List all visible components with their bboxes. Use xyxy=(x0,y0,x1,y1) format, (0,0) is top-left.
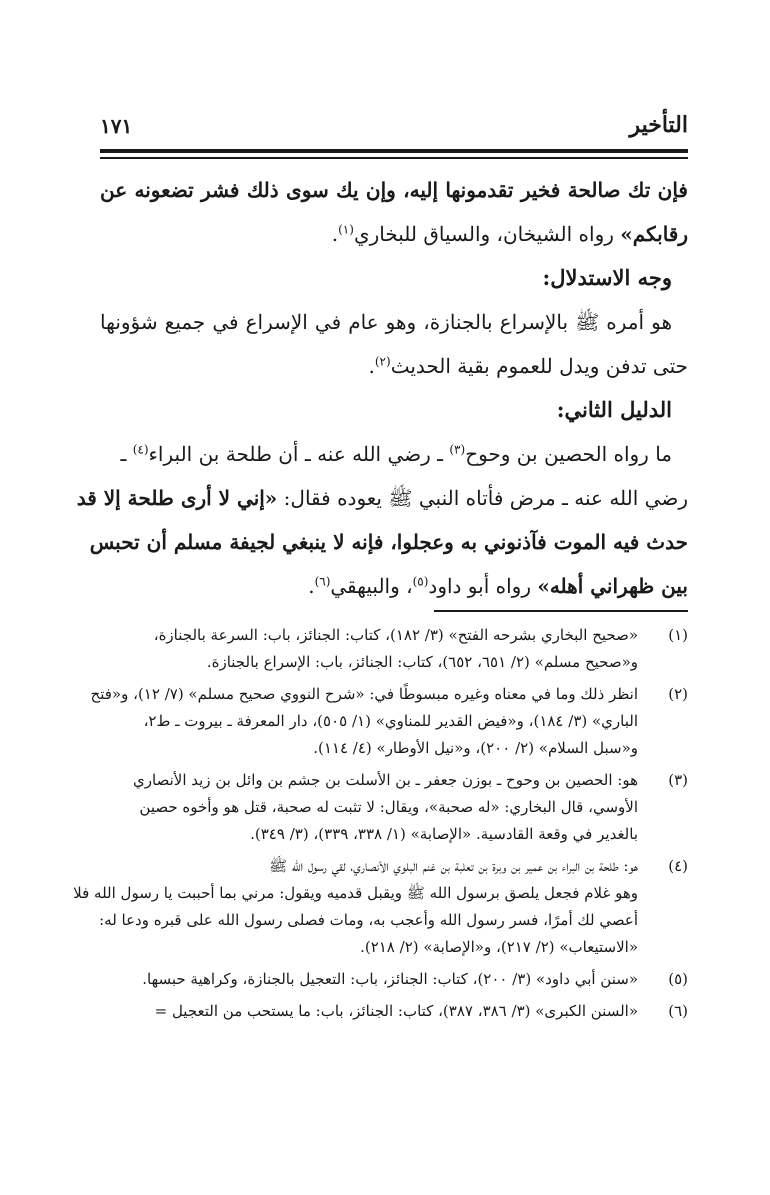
footnote-ref-1: (١) xyxy=(338,222,354,237)
evidence2-line-1 xyxy=(100,432,688,476)
footnote-ref-3: (٣) xyxy=(449,442,466,457)
evidence2-line-4-mid: ، والبيهقي xyxy=(330,574,413,598)
evidence2-text-b: ـ رضي الله عنه ـ أن طلحة بن البراء xyxy=(148,442,450,466)
footnote-1 xyxy=(100,622,688,676)
evidence2-line-3: حدث فيه الموت فآذنوني به وعجلوا، فإنه لا ينبغي لجيفة مسلم أن تحبس xyxy=(89,530,688,554)
footnote-line: الأوسي، قال البخاري: «له صحبة»، ويقال: لا تثبت له صحبة، قتل هو وأخوه حصين xyxy=(139,798,638,816)
footnote-line: «السنن الكبرى» (٣/ ٣٨٦، ٣٨٧)، كتاب: الجنائز، باب: ما يستحب من التعجيل = xyxy=(154,1002,638,1020)
footnote-line: انظر ذلك وما في معناه وغيره مبسوطًا في: «شرح النووي صحيح مسلم» (٧/ ١٢)، و«فتح xyxy=(90,685,638,703)
evidence2-text-c: ـ xyxy=(120,442,133,466)
footnote-line: الباري» (٣/ ١٨٤)، و«فيض القدير للمناوي» (١/ ٥٠٥)، دار المعرفة ـ بيروت ـ ط٢، xyxy=(143,712,638,730)
footnote-number: (٦) xyxy=(668,1002,688,1020)
footnote-2 xyxy=(90,681,688,762)
footnote-line: و«صحيح مسلم» (٢/ ٦٥١، ٦٥٢)، كتاب: الجنائز، باب: الإسراع بالجنازة. xyxy=(206,653,638,671)
footnote-line: هو: طلحة بن البراء بن عمير بن وبرة بن تعلبة بن غنم البلوي الأنصاري، لقي رسول الله ﷺ xyxy=(268,857,638,875)
footnote-number: (٥) xyxy=(668,970,688,988)
hadith-end-plain: رواه الشيخان، والسياق للبخاري xyxy=(353,222,621,246)
evidence2-line-4-bold: بين ظهراني أهله» xyxy=(537,574,688,598)
hadith-end-line-1: فإن تك صالحة فخير تقدمونها إليه، وإن يك سوى ذلك فشر تضعونه عن xyxy=(100,178,688,202)
footnote-line: بالغدير في وقعة القادسية. «الإصابة» (١/ ٣٣٨، ٣٣٩)، (٣/ ٣٤٩). xyxy=(250,825,638,843)
footnote-line: أعصي لك أمرًا، فسر رسول الله وأعجب به، ومات فصلى رسول الله على قبره ودعا له: xyxy=(99,911,638,929)
footnote-ref-2: (٢) xyxy=(374,354,391,369)
page-header xyxy=(100,112,688,146)
page-number: ١٧١ xyxy=(100,114,133,138)
footnote-number: (٣) xyxy=(668,771,688,789)
header-rule-thick xyxy=(100,149,688,153)
footnote-4 xyxy=(73,853,688,961)
evidence2-line-2 xyxy=(76,476,688,520)
footnote-line: «صحيح البخاري بشرحه الفتح» (٣/ ١٨٢)، كتاب: الجنائز، باب: السرعة بالجنازة، xyxy=(153,626,638,644)
footnotes xyxy=(73,622,688,1025)
hadith-end-bold: رقابكم» xyxy=(620,222,688,246)
hadith-end-stop: . xyxy=(331,222,339,246)
chapter-title: التأخير xyxy=(629,112,688,138)
hadith-end-line-2 xyxy=(100,212,688,256)
footnote-ref-4: (٤) xyxy=(132,442,149,457)
footnote-number: (٢) xyxy=(668,685,688,703)
footnote-6 xyxy=(100,998,688,1025)
footnote-separator xyxy=(434,610,688,612)
header-rule-thin xyxy=(100,157,688,159)
footnote-3 xyxy=(100,767,688,848)
footnote-number: (٤) xyxy=(668,857,688,875)
evidence2-line-2-plain: رضي الله عنه ـ مرض فأتاه النبي ﷺ يعوده فقال: xyxy=(277,486,688,510)
heading-second-evidence: الدليل الثاني: xyxy=(556,397,672,422)
istidlal-text: حتى تدفن ويدل للعموم بقية الحديث xyxy=(390,354,688,378)
evidence2-text-a: ما رواه الحصين بن وحوح xyxy=(465,442,672,466)
evidence2-line-2-bold: «إني لا أرى طلحة إلا قد xyxy=(76,486,278,510)
footnote-line: وهو غلام فجعل يلصق برسول الله ﷺ ويقبل قدميه ويقول: مرني بما أحببت يا رسول الله فلا xyxy=(73,884,638,902)
footnote-ref-5: (٥) xyxy=(412,574,429,589)
footnote-line: و«سبل السلام» (٢/ ٢٠٠)، و«نيل الأوطار» (٤/ ١١٤). xyxy=(313,739,638,757)
evidence2-line-4-plain: رواه أبو داود xyxy=(428,574,538,598)
footnote-ref-6: (٦) xyxy=(314,574,331,589)
footnote-line: هو: الحصين بن وحوح ـ بوزن جعفر ـ بن الأسلت بن جشم بن وائل بن زيد الأنصاري xyxy=(133,771,638,789)
istidlal-line-2 xyxy=(100,344,688,388)
evidence2-line-4 xyxy=(100,564,688,608)
heading-istidlal: وجه الاستدلال: xyxy=(542,265,672,290)
footnote-5 xyxy=(100,966,688,993)
main-text xyxy=(76,168,688,608)
istidlal-line-1: هو أمره ﷺ بالإسراع بالجنازة، وهو عام في الإسراع في جميع شؤونها xyxy=(100,310,672,334)
evidence2-stop: . xyxy=(308,574,315,598)
footnote-line: «سنن أبي داود» (٣/ ٢٠٠)، كتاب: الجنائز، باب: التعجيل بالجنازة، وكراهية حبسها. xyxy=(142,970,638,988)
footnote-line: «الاستيعاب» (٢/ ٢١٧)، و«الإصابة» (٢/ ٢١٨). xyxy=(360,938,638,956)
istidlal-stop: . xyxy=(368,354,375,378)
footnote-number: (١) xyxy=(668,626,688,644)
